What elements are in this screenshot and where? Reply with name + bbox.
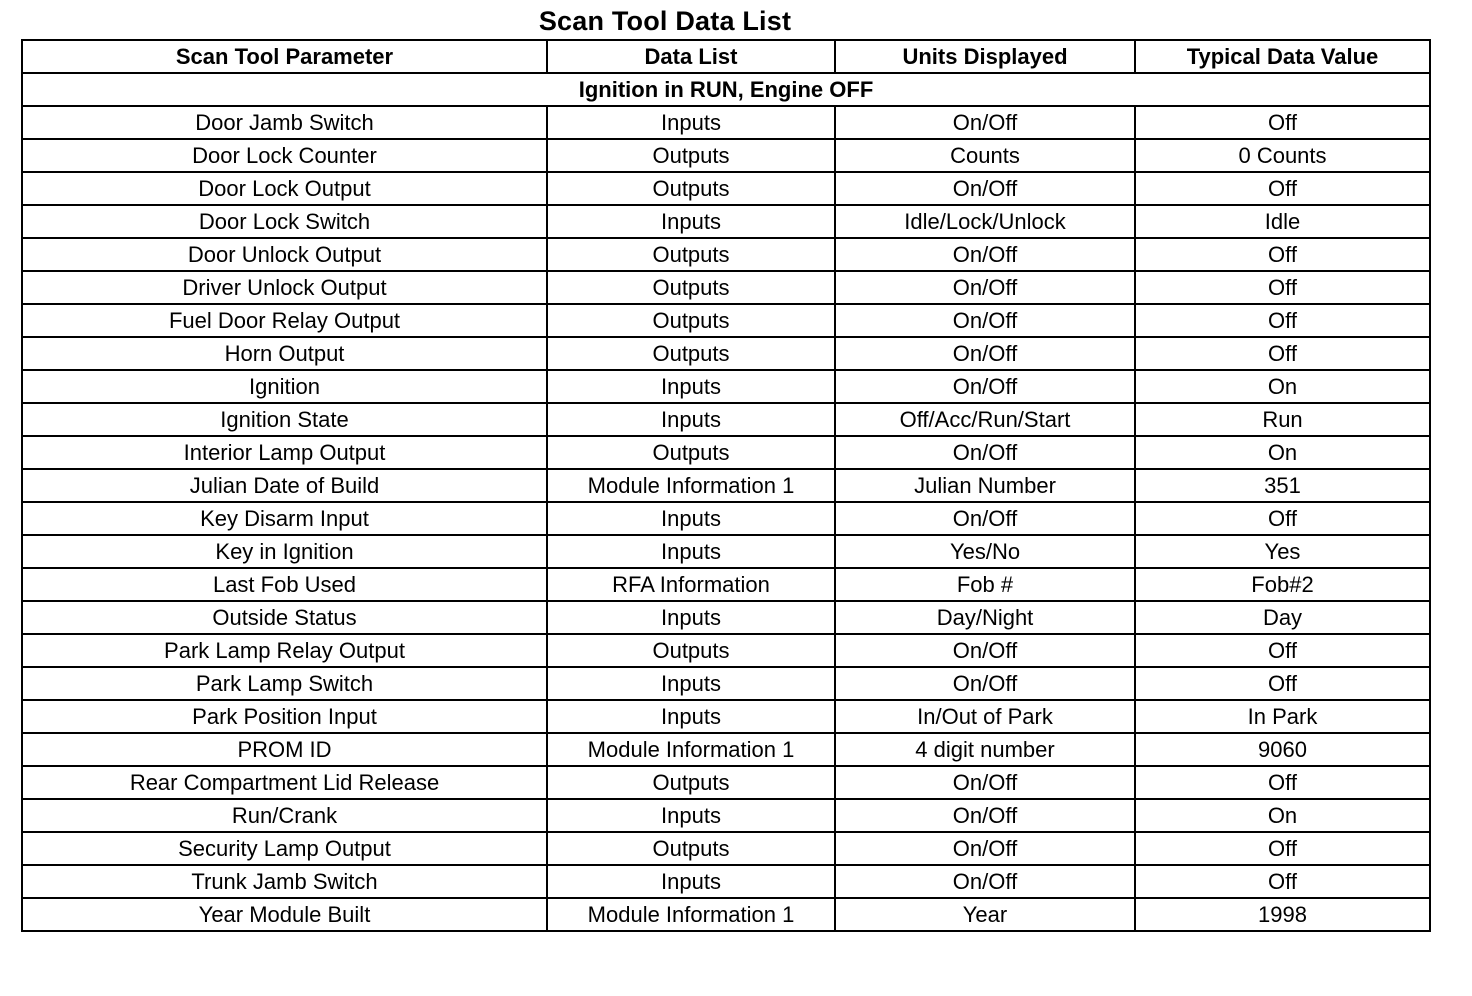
table-row — [22, 139, 1430, 172]
table-row — [22, 535, 1430, 568]
cell-parameter: Fuel Door Relay Output — [22, 304, 547, 337]
table-row — [22, 601, 1430, 634]
cell-typical-value: Day — [1135, 601, 1430, 634]
table-row — [22, 304, 1430, 337]
cell-typical-value: On — [1135, 370, 1430, 403]
cell-units: On/Off — [835, 271, 1135, 304]
cell-typical-value: In Park — [1135, 700, 1430, 733]
cell-parameter: Year Module Built — [22, 898, 547, 931]
cell-typical-value: Idle — [1135, 205, 1430, 238]
cell-units: Year — [835, 898, 1135, 931]
cell-data-list: Module Information 1 — [547, 469, 835, 502]
cell-data-list: Outputs — [547, 832, 835, 865]
cell-typical-value: Off — [1135, 172, 1430, 205]
cell-data-list: Outputs — [547, 634, 835, 667]
table-row — [22, 502, 1430, 535]
cell-data-list: Inputs — [547, 403, 835, 436]
table-row — [22, 568, 1430, 601]
table-row — [22, 205, 1430, 238]
cell-typical-value: Off — [1135, 667, 1430, 700]
table-row — [22, 172, 1430, 205]
cell-parameter: Door Unlock Output — [22, 238, 547, 271]
cell-data-list: Inputs — [547, 502, 835, 535]
cell-data-list: Outputs — [547, 304, 835, 337]
cell-typical-value: Off — [1135, 106, 1430, 139]
header-units-displayed: Units Displayed — [835, 40, 1135, 73]
table-row — [22, 238, 1430, 271]
table-row — [22, 436, 1430, 469]
header-row — [22, 40, 1430, 73]
cell-units: On/Off — [835, 766, 1135, 799]
header-data-list: Data List — [547, 40, 835, 73]
cell-units: On/Off — [835, 436, 1135, 469]
table-row — [22, 832, 1430, 865]
cell-parameter: Key in Ignition — [22, 535, 547, 568]
table-row — [22, 634, 1430, 667]
table-row — [22, 106, 1430, 139]
cell-data-list: RFA Information — [547, 568, 835, 601]
cell-units: On/Off — [835, 832, 1135, 865]
cell-parameter: Door Jamb Switch — [22, 106, 547, 139]
cell-units: Counts — [835, 139, 1135, 172]
cell-data-list: Inputs — [547, 865, 835, 898]
cell-parameter: Park Position Input — [22, 700, 547, 733]
cell-data-list: Inputs — [547, 700, 835, 733]
cell-data-list: Outputs — [547, 238, 835, 271]
cell-typical-value: Off — [1135, 337, 1430, 370]
cell-parameter: Driver Unlock Output — [22, 271, 547, 304]
scan-tool-data-table — [21, 39, 1431, 932]
cell-typical-value: 351 — [1135, 469, 1430, 502]
cell-data-list: Inputs — [547, 601, 835, 634]
cell-typical-value: Off — [1135, 634, 1430, 667]
cell-units: On/Off — [835, 667, 1135, 700]
table-row — [22, 403, 1430, 436]
cell-units: 4 digit number — [835, 733, 1135, 766]
cell-parameter: Trunk Jamb Switch — [22, 865, 547, 898]
cell-data-list: Outputs — [547, 337, 835, 370]
table-row — [22, 667, 1430, 700]
cell-data-list: Inputs — [547, 667, 835, 700]
cell-units: Day/Night — [835, 601, 1135, 634]
cell-typical-value: Off — [1135, 865, 1430, 898]
cell-parameter: Door Lock Switch — [22, 205, 547, 238]
cell-data-list: Outputs — [547, 139, 835, 172]
cell-units: On/Off — [835, 634, 1135, 667]
cell-units: On/Off — [835, 106, 1135, 139]
cell-units: On/Off — [835, 865, 1135, 898]
cell-typical-value: Off — [1135, 832, 1430, 865]
header-typical-data-value: Typical Data Value — [1135, 40, 1430, 73]
cell-units: On/Off — [835, 304, 1135, 337]
table-row — [22, 370, 1430, 403]
cell-units: On/Off — [835, 337, 1135, 370]
cell-typical-value: Off — [1135, 766, 1430, 799]
cell-data-list: Inputs — [547, 205, 835, 238]
cell-parameter: Park Lamp Relay Output — [22, 634, 547, 667]
table-row — [22, 766, 1430, 799]
table-row — [22, 469, 1430, 502]
section-row — [22, 73, 1430, 106]
cell-data-list: Inputs — [547, 370, 835, 403]
cell-typical-value: Off — [1135, 238, 1430, 271]
cell-typical-value: Fob#2 — [1135, 568, 1430, 601]
cell-units: Yes/No — [835, 535, 1135, 568]
cell-typical-value: Off — [1135, 271, 1430, 304]
cell-units: On/Off — [835, 502, 1135, 535]
cell-typical-value: On — [1135, 436, 1430, 469]
cell-typical-value: 9060 — [1135, 733, 1430, 766]
cell-typical-value: 0 Counts — [1135, 139, 1430, 172]
cell-parameter: Ignition State — [22, 403, 547, 436]
cell-units: On/Off — [835, 370, 1135, 403]
cell-parameter: Ignition — [22, 370, 547, 403]
cell-parameter: Outside Status — [22, 601, 547, 634]
page-title: Scan Tool Data List — [538, 6, 792, 36]
cell-parameter: Last Fob Used — [22, 568, 547, 601]
cell-parameter: Rear Compartment Lid Release — [22, 766, 547, 799]
cell-typical-value: Run — [1135, 403, 1430, 436]
cell-parameter: Interior Lamp Output — [22, 436, 547, 469]
cell-units: Fob # — [835, 568, 1135, 601]
cell-typical-value: Off — [1135, 502, 1430, 535]
cell-data-list: Outputs — [547, 766, 835, 799]
cell-data-list: Outputs — [547, 271, 835, 304]
cell-units: Julian Number — [835, 469, 1135, 502]
cell-parameter: Door Lock Counter — [22, 139, 547, 172]
cell-parameter: Park Lamp Switch — [22, 667, 547, 700]
cell-units: On/Off — [835, 238, 1135, 271]
cell-parameter: Key Disarm Input — [22, 502, 547, 535]
cell-data-list: Inputs — [547, 535, 835, 568]
cell-parameter: PROM ID — [22, 733, 547, 766]
cell-data-list: Module Information 1 — [547, 733, 835, 766]
table-row — [22, 271, 1430, 304]
cell-parameter: Door Lock Output — [22, 172, 547, 205]
table-row — [22, 799, 1430, 832]
cell-units: Off/Acc/Run/Start — [835, 403, 1135, 436]
cell-units: Idle/Lock/Unlock — [835, 205, 1135, 238]
cell-data-list: Outputs — [547, 436, 835, 469]
cell-data-list: Inputs — [547, 799, 835, 832]
cell-typical-value: Yes — [1135, 535, 1430, 568]
cell-data-list: Inputs — [547, 106, 835, 139]
table-row — [22, 700, 1430, 733]
cell-units: On/Off — [835, 799, 1135, 832]
cell-data-list: Module Information 1 — [547, 898, 835, 931]
table-row — [22, 865, 1430, 898]
table-row — [22, 733, 1430, 766]
cell-typical-value: Off — [1135, 304, 1430, 337]
cell-parameter: Security Lamp Output — [22, 832, 547, 865]
cell-typical-value: 1998 — [1135, 898, 1430, 931]
table-row — [22, 337, 1430, 370]
header-scan-tool-parameter: Scan Tool Parameter — [22, 40, 547, 73]
cell-parameter: Run/Crank — [22, 799, 547, 832]
cell-parameter: Horn Output — [22, 337, 547, 370]
cell-typical-value: On — [1135, 799, 1430, 832]
cell-units: On/Off — [835, 172, 1135, 205]
cell-data-list: Outputs — [547, 172, 835, 205]
cell-units: In/Out of Park — [835, 700, 1135, 733]
section-heading: Ignition in RUN, Engine OFF — [22, 73, 1430, 106]
table-row — [22, 898, 1430, 931]
cell-parameter: Julian Date of Build — [22, 469, 547, 502]
